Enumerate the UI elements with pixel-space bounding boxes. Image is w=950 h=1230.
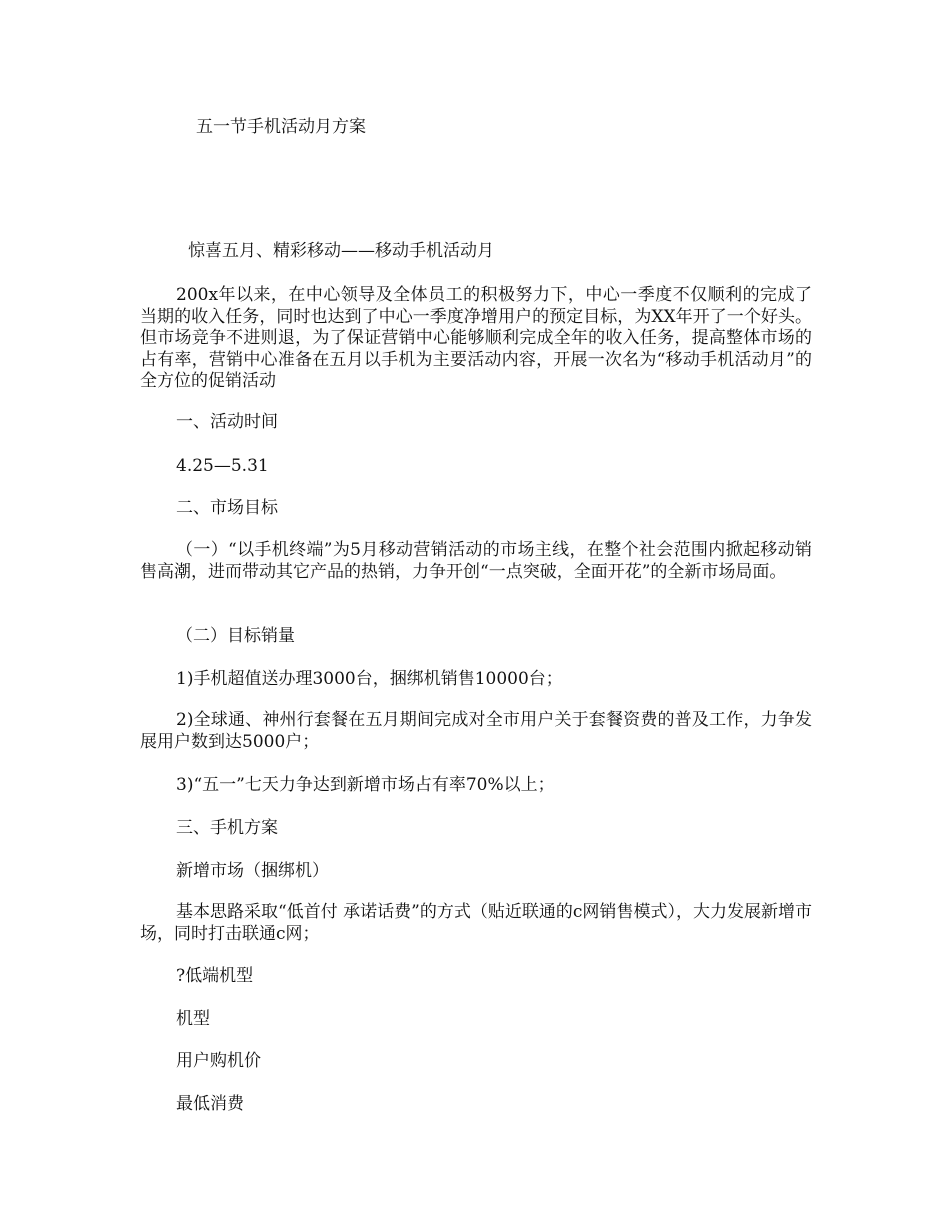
basic-approach-paragraph: 基本思路采取“低首付 承诺话费”的方式（贴近联通的c网销售模式），大力发展新增市场，同时打击联通c网；	[140, 902, 812, 944]
document-subtitle: 惊喜五月、精彩移动——移动手机活动月	[188, 241, 494, 261]
subheading-new-market: 新增市场（捆绑机）	[176, 861, 329, 881]
target-item-1: 1)手机超值送办理3000台，捆绑机销售10000台；	[176, 669, 563, 689]
column-model: 机型	[176, 1009, 210, 1029]
intro-paragraph: 200x年以来，在中心领导及全体员工的积极努力下，中心一季度不仅顺利的完成了当期的收入任务，同时也达到了中心一季度净增用户的预定目标，为XX年开了一个好头。但市场竞争不进则退，为了保证营销中心能够顺利完成全年的收入任务，提高整体市场的占有率，营销中心准备在五月以手机为主要活动内容，开展一次名为“移动手机活动月”的全方位的促销活动	[140, 285, 812, 391]
column-min-consumption: 最低消费	[176, 1094, 244, 1114]
section-heading-phone-plan: 三、手机方案	[176, 818, 278, 838]
subheading-target-sales: （二）目标销量	[176, 626, 295, 646]
low-end-models-label: ?低端机型	[176, 966, 254, 986]
target-item-2: 2)全球通、神州行套餐在五月期间完成对全市用户关于套餐资费的普及工作，力争发展用户数到达5000户；	[140, 710, 812, 752]
section-heading-market: 二、市场目标	[176, 498, 278, 518]
target-item-3: 3)“五一”七天力争达到新增市场占有率70%以上；	[176, 775, 555, 795]
column-user-price: 用户购机价	[176, 1051, 261, 1071]
section-heading-time: 一、活动时间	[176, 412, 278, 432]
document-title: 五一节手机活动月方案	[196, 117, 366, 137]
activity-period: 4.25—5.31	[176, 456, 269, 476]
market-goal-paragraph: （一）“以手机终端”为5月移动营销活动的市场主线，在整个社会范围内掀起移动销售高潮，进而带动其它产品的热销，力争开创“一点突破，全面开花”的全新市场局面。	[140, 540, 812, 582]
